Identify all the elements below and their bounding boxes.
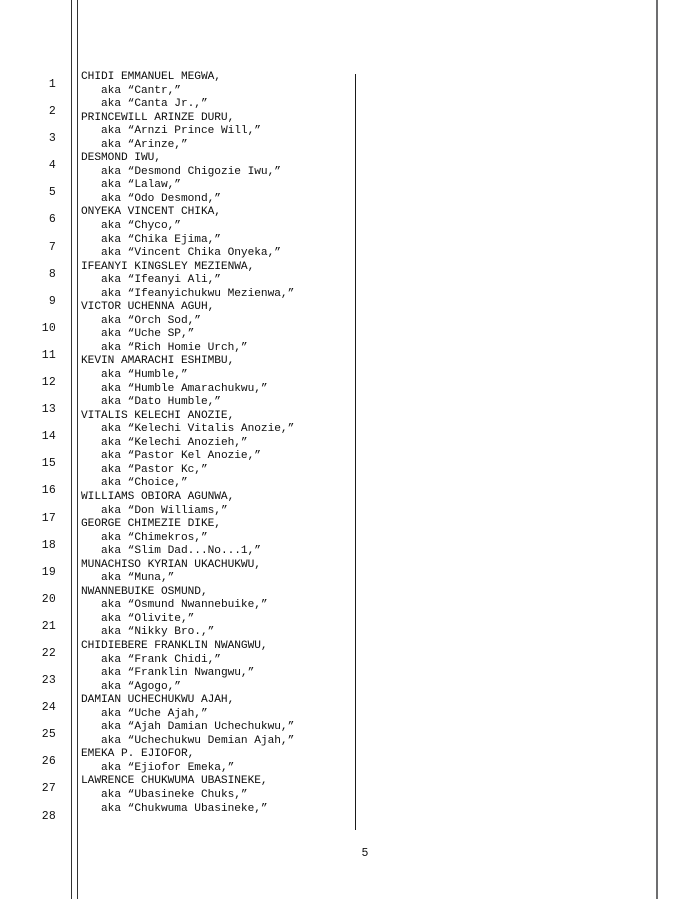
defendant-name-line: LAWRENCE CHUKWUMA UBASINEKE, bbox=[81, 775, 268, 788]
line-number: 10 bbox=[41, 321, 56, 335]
defendant-name-line: GEORGE CHIMEZIE DIKE, bbox=[81, 518, 221, 531]
alias-line: aka “Desmond Chigozie Iwu,” bbox=[101, 165, 281, 178]
line-number: 1 bbox=[48, 78, 56, 91]
alias-line: aka “Pastor Kc,” bbox=[101, 463, 208, 476]
alias-line: aka “Slim Dad...No...1,” bbox=[101, 545, 261, 558]
pleading-double-rule bbox=[71, 0, 78, 899]
alias-line: aka “Odo Desmond,” bbox=[101, 192, 221, 205]
line-number: 8 bbox=[48, 267, 56, 281]
line-number: 2 bbox=[48, 105, 56, 119]
line-number: 9 bbox=[48, 294, 56, 308]
alias-line: aka “Choice,” bbox=[101, 477, 188, 490]
defendant-name-line: KEVIN AMARACHI ESHIMBU, bbox=[81, 355, 235, 368]
defendant-name-line: PRINCEWILL ARINZE DURU, bbox=[81, 111, 235, 124]
alias-line: aka “Pastor Kel Anozie,” bbox=[101, 450, 261, 463]
alias-line: aka “Ifeanyi Ali,” bbox=[101, 274, 221, 287]
line-number: 5 bbox=[48, 186, 56, 200]
alias-line: aka “Uche SP,” bbox=[101, 328, 195, 341]
alias-line: aka “Agogo,” bbox=[101, 680, 181, 693]
defendant-name-line: WILLIAMS OBIORA AGUNWA, bbox=[81, 490, 235, 503]
alias-line: aka “Chimekros,” bbox=[101, 531, 208, 544]
line-number: 12 bbox=[41, 376, 56, 390]
defendant-name-line: ONYEKA VINCENT CHIKA, bbox=[81, 206, 221, 219]
line-number: 11 bbox=[41, 348, 56, 362]
defendant-name-line: DESMOND IWU, bbox=[81, 152, 161, 165]
defendant-name-line: DAMIAN UCHECHUKWU AJAH, bbox=[81, 694, 235, 707]
alias-line: aka “Don Williams,” bbox=[101, 504, 228, 517]
alias-line: aka “Uche Ajah,” bbox=[101, 707, 208, 720]
alias-line: aka “Frank Chidi,” bbox=[101, 653, 221, 666]
defendant-name-line: IFEANYI KINGSLEY MEZIENWA, bbox=[81, 260, 255, 273]
alias-line: aka “Lalaw,” bbox=[101, 179, 181, 192]
alias-line: aka “Canta Jr.,” bbox=[101, 98, 208, 111]
alias-line: aka “Uchechukwu Demian Ajah,” bbox=[101, 734, 295, 747]
alias-line: aka “Muna,” bbox=[101, 572, 175, 585]
alias-line: aka “Osmund Nwannebuike,” bbox=[101, 599, 268, 612]
alias-line: aka “Dato Humble,” bbox=[101, 396, 221, 409]
defendant-name-line: VICTOR UCHENNA AGUH, bbox=[81, 301, 215, 314]
alias-line: aka “Rich Homie Urch,” bbox=[101, 341, 248, 354]
line-number: 6 bbox=[48, 213, 56, 227]
line-number: 25 bbox=[41, 728, 56, 742]
text-block-right-rule bbox=[355, 74, 356, 830]
line-number: 17 bbox=[41, 511, 56, 525]
alias-line: aka “Olivite,” bbox=[101, 612, 195, 625]
alias-line: aka “Orch Sod,” bbox=[101, 314, 201, 327]
page-number: 5 bbox=[361, 847, 369, 860]
alias-line: aka “Ubasineke Chuks,” bbox=[101, 788, 248, 801]
alias-line: aka “Ajah Damian Uchechukwu,” bbox=[101, 721, 295, 734]
alias-line: aka “Humble,” bbox=[101, 369, 188, 382]
line-number: 18 bbox=[41, 538, 56, 552]
alias-line: aka “Kelechi Vitalis Anozie,” bbox=[101, 423, 295, 436]
alias-line: aka “Arinze,” bbox=[101, 138, 188, 151]
line-number: 7 bbox=[48, 240, 56, 254]
document-body-text bbox=[81, 71, 353, 816]
alias-line: aka “Chika Ejima,” bbox=[101, 233, 221, 246]
line-number-column bbox=[0, 71, 56, 830]
line-number: 23 bbox=[41, 674, 56, 688]
line-number: 24 bbox=[41, 701, 56, 715]
line-number: 19 bbox=[41, 565, 56, 579]
line-number: 27 bbox=[41, 782, 56, 796]
defendant-name-line: EMEKA P. EJIOFOR, bbox=[81, 748, 195, 761]
line-number: 20 bbox=[41, 592, 56, 606]
alias-line: aka “Nikky Bro.,” bbox=[101, 626, 215, 639]
right-margin-rule bbox=[656, 0, 658, 899]
alias-line: aka “Chyco,” bbox=[101, 220, 181, 233]
alias-line: aka “Vincent Chika Onyeka,” bbox=[101, 247, 281, 260]
defendant-name-line: NWANNEBUIKE OSMUND, bbox=[81, 585, 208, 598]
alias-line: aka “Cantr,” bbox=[101, 84, 181, 97]
defendant-name-line: CHIDI EMMANUEL MEGWA, bbox=[81, 71, 221, 83]
alias-line: aka “Arnzi Prince Will,” bbox=[101, 125, 261, 138]
alias-line: aka “Ejiofor Emeka,” bbox=[101, 761, 235, 774]
line-number: 13 bbox=[41, 403, 56, 417]
alias-line: aka “Ifeanyichukwu Mezienwa,” bbox=[101, 287, 295, 300]
alias-line: aka “Humble Amarachukwu,” bbox=[101, 382, 268, 395]
line-number: 21 bbox=[41, 619, 56, 633]
line-number: 15 bbox=[41, 457, 56, 471]
defendant-name-line: VITALIS KELECHI ANOZIE, bbox=[81, 409, 235, 422]
alias-line: aka “Kelechi Anozieh,” bbox=[101, 436, 248, 449]
line-number: 26 bbox=[41, 755, 56, 769]
line-number: 3 bbox=[48, 132, 56, 146]
line-number: 28 bbox=[41, 809, 56, 823]
line-number: 16 bbox=[41, 484, 56, 498]
line-number: 22 bbox=[41, 646, 56, 660]
alias-line: aka “Franklin Nwangwu,” bbox=[101, 667, 255, 680]
line-number: 4 bbox=[48, 159, 56, 173]
line-number: 14 bbox=[41, 430, 56, 444]
defendant-name-line: CHIDIEBERE FRANKLIN NWANGWU, bbox=[81, 639, 268, 652]
alias-line: aka “Chukwuma Ubasineke,” bbox=[101, 802, 268, 815]
defendant-name-line: MUNACHISO KYRIAN UKACHUKWU, bbox=[81, 558, 261, 571]
